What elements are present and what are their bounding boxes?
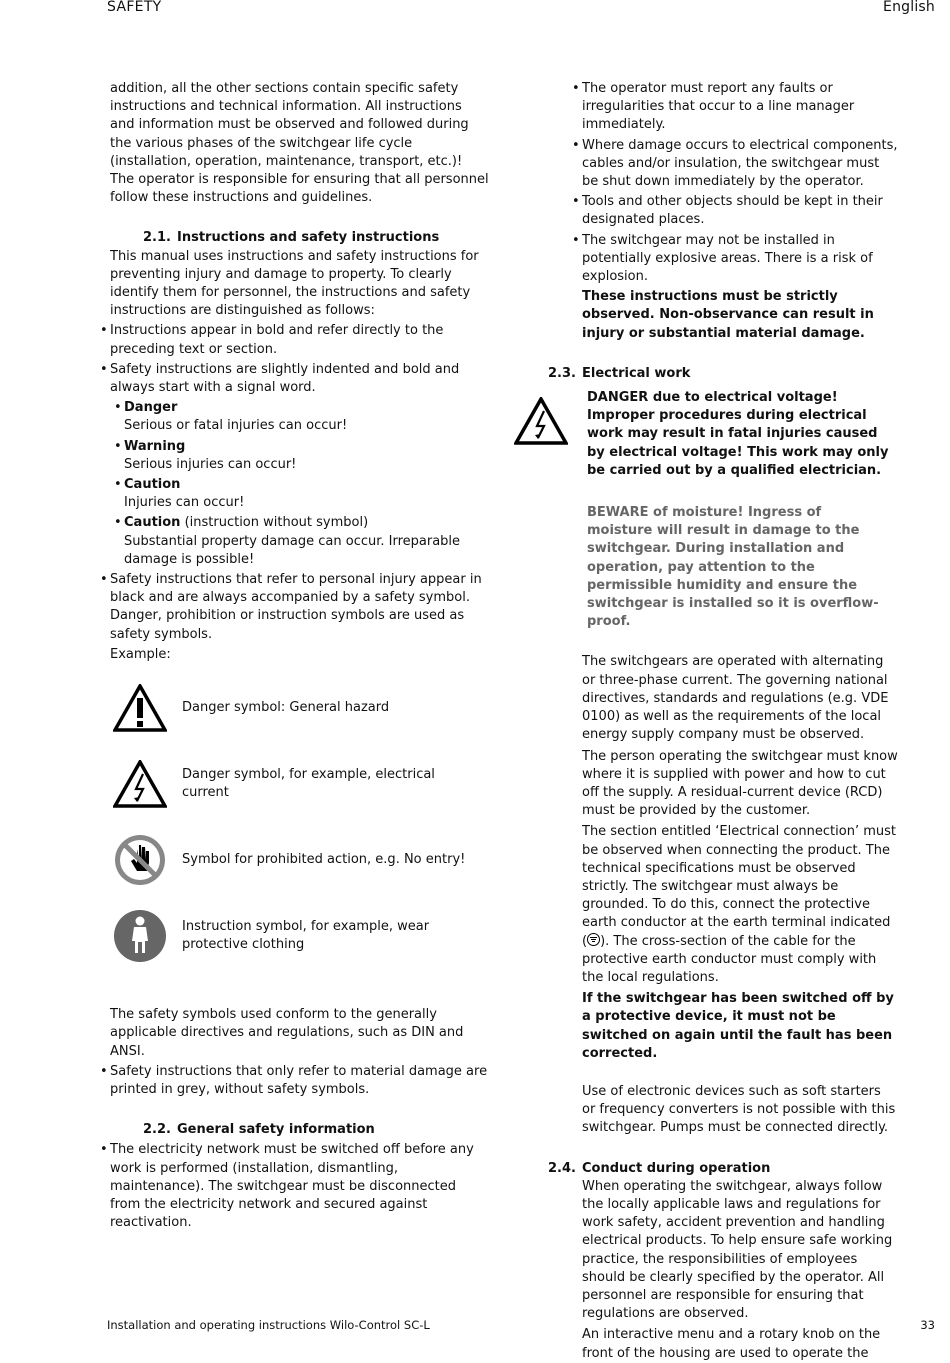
no-entry-icon [110,833,170,887]
signal-item-caution [124,476,490,512]
list-item-text: Safety instructions are slightly indented and bold and always start with a signal word. [110,361,460,396]
conform-paragraph: The safety symbols used conform to the generally applicable directives and regulations, such as DIN and ANSI. [110,1007,464,1059]
paragraph-part: ). The cross-section of the cable for the protective earth conductor must comply with the local regulations. [582,933,877,985]
section-2-1-list [110,322,490,643]
list-item: • The switchgear may not be installed in potentially explosive areas. There is a risk of explosion. [582,232,898,287]
electrical-danger-icon [514,397,570,480]
list-item [110,361,490,569]
signal-item-warning [124,438,490,474]
general-safety-list [582,80,898,286]
example-label: Example: [110,646,171,662]
symbol-row [110,898,490,974]
electrical-hazard-icon [110,760,170,808]
section-number: 2.4. [548,1160,576,1176]
section-2-2-heading [143,1121,490,1139]
paragraph: Use of electronic devices such as soft starters or frequency converters is not possible with this switchgear. Pumps must be connected directly. [582,1083,896,1136]
signal-text: Serious injuries can occur! [124,456,297,472]
symbol-row [110,822,490,898]
section-2-4-heading [548,1160,898,1178]
general-hazard-icon [110,684,170,732]
paragraph: The switchgears are operated with alternating or three-phase current. The governing national directives, standards and regulations (e.g. VDE 0100) as well as the requirements of the local energy supply company must be observed. [582,654,889,743]
section-title: Conduct during operation [582,1160,771,1176]
signal-text: Injuries can occur! [124,495,245,511]
section-title: General safety information [177,1122,375,1138]
section-title: Electrical work [582,365,691,381]
list-item: • Tools and other objects should be kept in their designated places. [582,193,898,229]
section-title: Instructions and safety instructions [177,230,440,246]
section-number: 2.3. [548,365,576,381]
signal-word-list [124,399,490,569]
list-item: • Safety instructions that only refer to material damage are printed in grey, without safety symbols. [110,1063,490,1099]
signal-word: Danger [124,400,178,416]
page-number: 33 [920,1318,935,1332]
intro-paragraph: addition, all the other sections contain specific safety instructions and technical information. All instructions and information must be observed and followed during the various phases of the switchgear life cycle (installation, operation, maintenance, transport, etc.)! The operator is responsible for ensuring that all personnel follow these instructions and guidelines. [110,81,489,206]
symbol-caption: Instruction symbol, for example, wear protective clothing [182,918,430,953]
list-item: • Where damage occurs to electrical components, cables and/or insulation, the switchgear must be shut down immediately by the operator. [582,137,898,192]
earth-terminal-icon [587,933,600,946]
list-item: • The operator must report any faults or irregularities that occur to a line manager immediately. [582,80,898,135]
protective-clothing-icon [110,909,170,963]
section-2-1-text: This manual uses instructions and safety instructions for preventing injury and damage to property. To clearly identify them for personnel, the instructions and safety instructions are distinguished as follows: [110,248,479,319]
list-item: • Instructions appear in bold and refer directly to the preceding text or section. [110,322,490,358]
symbol-caption: Symbol for prohibited action, e.g. No entry! [182,851,466,867]
section-2-2-list [110,1141,490,1232]
signal-extra: (instruction without symbol) [180,515,369,531]
section-2-3-heading [548,365,898,383]
paragraph: An interactive menu and a rotary knob on the front of the housing are used to operate the [582,1327,881,1361]
paragraph-part: The section entitled ‘Electrical connection’ must be observed when connecting the product. The technical specifications must be observed strictly. The switchgear must always be grounded. To do this, connect the protective earth conductor at the earth terminal indicated ( [582,824,896,949]
list-item: • Safety instructions that refer to personal injury appear in black and are always accompanied by a safety symbol. Danger, prohibition or instruction symbols are used as safety symbols. [110,571,490,644]
switched-off-notice: If the switchgear has been switched off by a protective device, it must not be switched on again until the fault has been corrected. [582,991,894,1061]
paragraph [582,823,898,987]
signal-word: Warning [124,438,186,454]
section-number: 2.2. [143,1122,171,1138]
symbol-caption: Danger symbol, for example, electrical current [182,766,435,801]
signal-text: Substantial property damage can occur. Irreparable damage is possible! [124,533,461,567]
paragraph: The person operating the switchgear must know where it is supplied with power and how to cut off the supply. A residual-current device (RCD) must be provided by the customer. [582,748,898,819]
signal-word: Caution [124,515,181,531]
grey-list [110,1063,490,1099]
danger-text: DANGER due to electrical voltage! Improper procedures during electrical work may result in fatal injuries caused by electrical voltage! This work may only be carried out by a qualified electrician. [587,390,889,478]
signal-word: Caution [124,477,181,493]
symbol-row [110,746,490,822]
header-section: SAFETY [107,0,162,15]
beware-moisture-notice: BEWARE of moisture! Ingress of moisture will result in damage to the switchgear. During installation and operation, pay attention to the permissible humidity and ensure the switchgear is installed so it is overflow-proof. [587,505,879,630]
signal-text: Serious or fatal injuries can occur! [124,418,348,434]
right-column [548,80,898,1363]
section-number: 2.1. [143,230,171,246]
signal-item-caution-nosymbol [124,514,490,569]
signal-item-danger [124,399,490,435]
symbol-row [110,670,490,746]
paragraph: When operating the switchgear, always follow the locally applicable laws and regulations for work safety, accident prevention and handling electrical products. To help ensure safe working practice, the responsibilities of employees should be clearly specified by the operator. All personnel are responsible for ensuring that regulations are observed. [582,1178,893,1322]
list-item: • The electricity network must be switched off before any work is performed (installation, dismantling, maintenance). The switchgear must be disconnected from the electricity network and secured against reactivation. [110,1141,490,1232]
header-language: English [883,0,935,15]
danger-callout [514,389,898,480]
symbol-caption: Danger symbol: General hazard [182,699,390,715]
section-2-1-heading [143,229,490,247]
strict-notice: These instructions must be strictly observed. Non-observance can result in injury or substantial material damage. [582,289,874,341]
left-column [110,80,490,1234]
footer-title: Installation and operating instructions Wilo-Control SC-L [107,1318,430,1332]
